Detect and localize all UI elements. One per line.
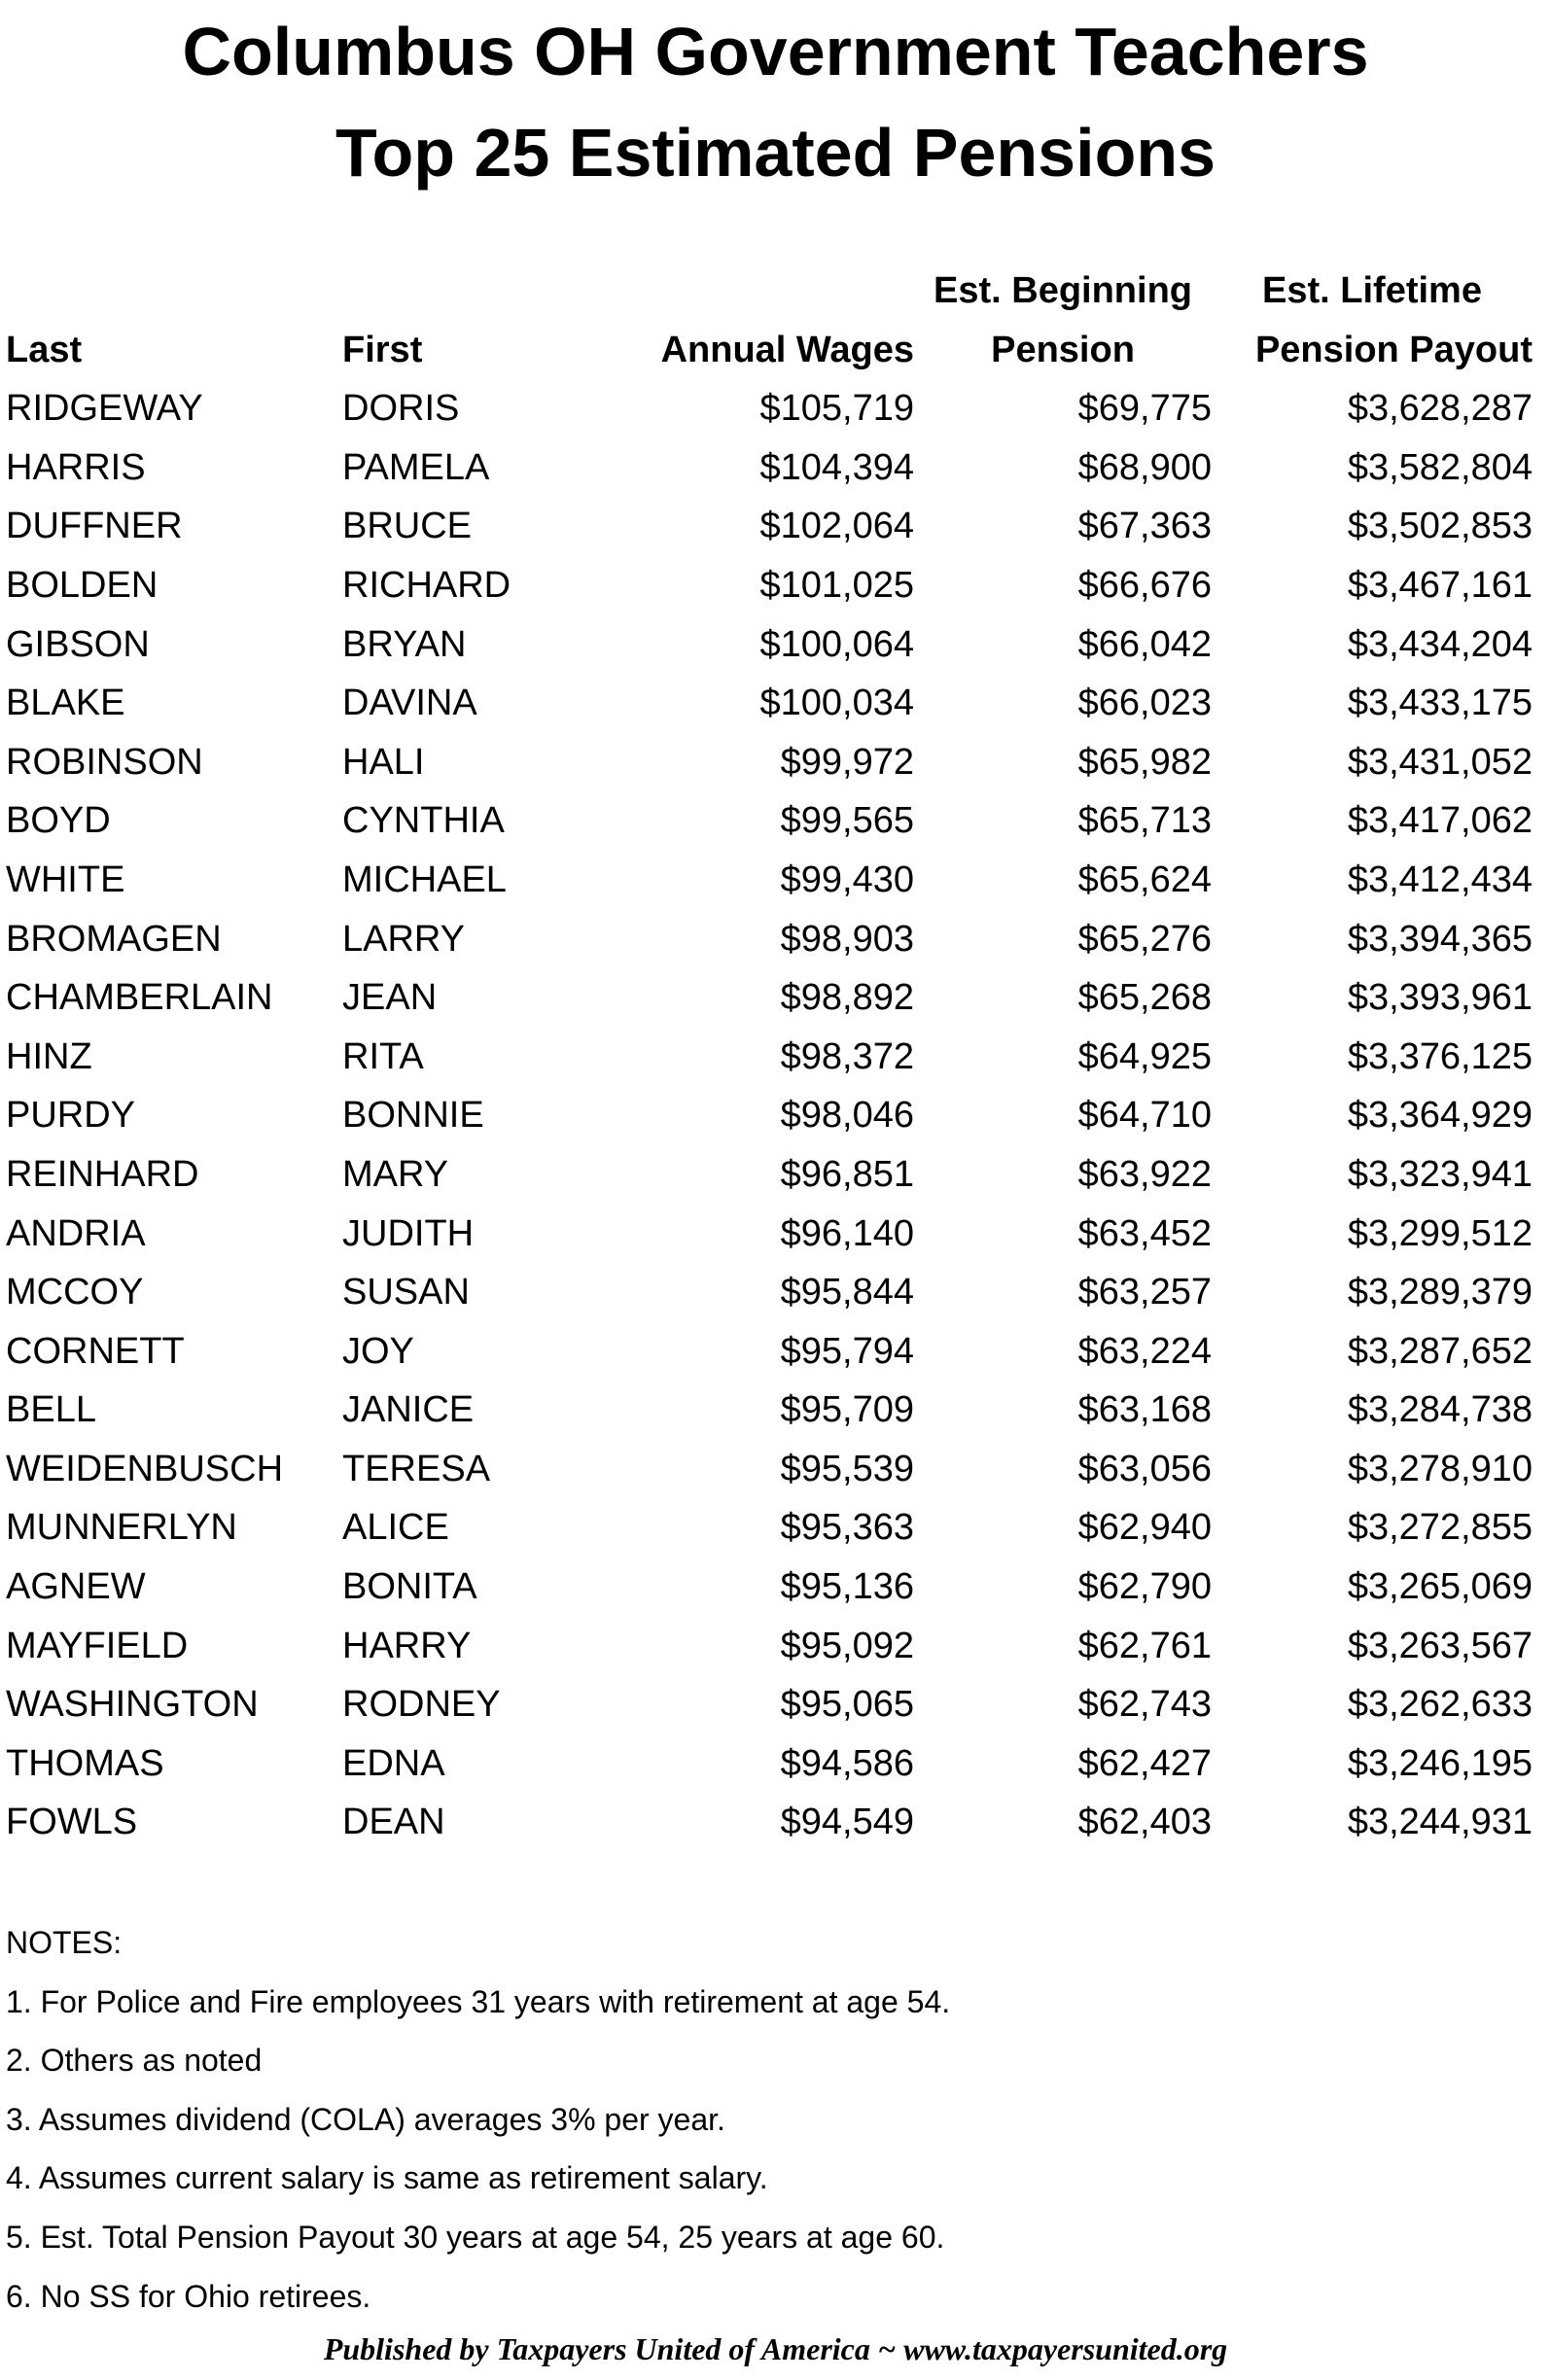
cell-annual-wages: $99,430 xyxy=(780,858,914,900)
cell-lifetime-payout: $3,289,379 xyxy=(1347,1272,1533,1313)
cell-first-name: LARRY xyxy=(342,918,466,960)
header-empty xyxy=(634,262,914,321)
cell-beginning-pension: $68,900 xyxy=(1077,446,1212,488)
cell-last-name: HINZ xyxy=(6,1035,92,1077)
cell-annual-wages: $102,064 xyxy=(759,506,914,547)
cell-annual-wages: $99,972 xyxy=(780,741,914,783)
note-line: 1. For Police and Fire employees 31 years with retirement at age 54. xyxy=(6,1983,951,2019)
cell-lifetime-payout: $3,434,204 xyxy=(1347,623,1533,665)
table-row xyxy=(6,968,1533,1028)
cell-beginning-pension: $62,790 xyxy=(1077,1566,1212,1608)
table-row xyxy=(6,1440,1533,1499)
cell-beginning-pension: $63,168 xyxy=(1077,1389,1212,1431)
cell-lifetime-payout: $3,246,195 xyxy=(1347,1742,1533,1784)
pension-table xyxy=(6,262,1533,1852)
cell-first-name: HALI xyxy=(342,741,425,783)
cell-first-name: DORIS xyxy=(342,388,460,430)
cell-beginning-pension: $65,624 xyxy=(1077,858,1212,900)
cell-beginning-pension: $63,452 xyxy=(1077,1212,1212,1254)
cell-annual-wages: $99,565 xyxy=(780,800,914,842)
cell-lifetime-payout: $3,628,287 xyxy=(1347,388,1533,430)
cell-beginning-pension: $67,363 xyxy=(1077,506,1212,547)
cell-last-name: ROBINSON xyxy=(6,741,203,783)
cell-lifetime-payout: $3,278,910 xyxy=(1347,1448,1533,1489)
cell-lifetime-payout: $3,582,804 xyxy=(1347,446,1533,488)
cell-annual-wages: $95,709 xyxy=(780,1389,914,1431)
cell-first-name: RITA xyxy=(342,1035,424,1077)
cell-lifetime-payout: $3,262,633 xyxy=(1347,1684,1533,1726)
cell-annual-wages: $96,851 xyxy=(780,1153,914,1195)
cell-last-name: CHAMBERLAIN xyxy=(6,977,273,1019)
table-row xyxy=(6,1205,1533,1264)
cell-annual-wages: $104,394 xyxy=(759,446,914,488)
cell-last-name: CORNETT xyxy=(6,1330,185,1372)
cell-beginning-pension: $62,743 xyxy=(1077,1684,1212,1726)
cell-beginning-pension: $65,713 xyxy=(1077,800,1212,842)
table-row xyxy=(6,1793,1533,1852)
cell-annual-wages: $100,064 xyxy=(759,623,914,665)
table-row xyxy=(6,1558,1533,1617)
cell-last-name: BLAKE xyxy=(6,682,125,724)
cell-first-name: MICHAEL xyxy=(342,858,507,900)
cell-lifetime-payout: $3,394,365 xyxy=(1347,918,1533,960)
cell-annual-wages: $98,903 xyxy=(780,918,914,960)
note-line: 6. No SS for Ohio retirees. xyxy=(6,2278,371,2314)
table-row xyxy=(6,791,1533,851)
cell-lifetime-payout: $3,287,652 xyxy=(1347,1330,1533,1372)
header-lifetime-line2: Pension Payout xyxy=(1254,329,1533,370)
cell-lifetime-payout: $3,417,062 xyxy=(1347,800,1533,842)
note-line: 3. Assumes dividend (COLA) averages 3% per year. xyxy=(6,2101,725,2137)
table-header xyxy=(6,262,1533,379)
cell-annual-wages: $105,719 xyxy=(759,388,914,430)
cell-lifetime-payout: $3,364,929 xyxy=(1347,1095,1533,1137)
table-row xyxy=(6,1028,1533,1087)
cell-last-name: THOMAS xyxy=(6,1742,164,1784)
table-row xyxy=(6,1086,1533,1145)
header-row-bottom xyxy=(6,321,1533,380)
cell-first-name: SUSAN xyxy=(342,1272,470,1313)
cell-last-name: BELL xyxy=(6,1389,96,1431)
table-row xyxy=(6,497,1533,556)
cell-beginning-pension: $63,224 xyxy=(1077,1330,1212,1372)
cell-last-name: BROMAGEN xyxy=(6,918,222,960)
cell-annual-wages: $96,140 xyxy=(780,1212,914,1254)
table-row xyxy=(6,851,1533,910)
cell-lifetime-payout: $3,284,738 xyxy=(1347,1389,1533,1431)
header-lifetime-line1: Est. Lifetime xyxy=(1262,270,1482,311)
cell-beginning-pension: $62,761 xyxy=(1077,1625,1212,1666)
page-subtitle: Top 25 Estimated Pensions xyxy=(335,115,1216,191)
cell-last-name: DUFFNER xyxy=(6,506,183,547)
cell-lifetime-payout: $3,502,853 xyxy=(1347,506,1533,547)
table-row xyxy=(6,1675,1533,1734)
cell-first-name: HARRY xyxy=(342,1625,472,1666)
cell-lifetime-payout: $3,431,052 xyxy=(1347,741,1533,783)
cell-last-name: RIDGEWAY xyxy=(6,388,203,430)
cell-first-name: DAVINA xyxy=(342,682,477,724)
cell-annual-wages: $101,025 xyxy=(759,564,914,606)
cell-lifetime-payout: $3,263,567 xyxy=(1347,1625,1533,1666)
cell-first-name: CYNTHIA xyxy=(342,800,505,842)
cell-first-name: RODNEY xyxy=(342,1684,501,1726)
table-row xyxy=(6,733,1533,792)
cell-annual-wages: $95,844 xyxy=(780,1272,914,1313)
page-title: Columbus OH Government Teachers xyxy=(182,14,1369,89)
cell-first-name: BONITA xyxy=(342,1566,477,1608)
cell-last-name: REINHARD xyxy=(6,1153,199,1195)
cell-last-name: PURDY xyxy=(6,1095,136,1137)
table-row xyxy=(6,1145,1533,1205)
cell-beginning-pension: $66,042 xyxy=(1077,623,1212,665)
table-row xyxy=(6,438,1533,498)
cell-last-name: MAYFIELD xyxy=(6,1625,189,1666)
cell-annual-wages: $94,586 xyxy=(780,1742,914,1784)
cell-first-name: DEAN xyxy=(342,1802,445,1843)
cell-lifetime-payout: $3,272,855 xyxy=(1347,1507,1533,1549)
cell-annual-wages: $100,034 xyxy=(759,682,914,724)
cell-beginning-pension: $66,023 xyxy=(1077,682,1212,724)
cell-annual-wages: $95,539 xyxy=(780,1448,914,1489)
table-row xyxy=(6,556,1533,615)
cell-annual-wages: $98,892 xyxy=(780,977,914,1019)
cell-last-name: ANDRIA xyxy=(6,1212,146,1254)
cell-beginning-pension: $62,403 xyxy=(1077,1802,1212,1843)
cell-last-name: MUNNERLYN xyxy=(6,1507,237,1549)
cell-lifetime-payout: $3,244,931 xyxy=(1347,1802,1533,1843)
cell-last-name: MCCOY xyxy=(6,1272,144,1313)
cell-annual-wages: $95,136 xyxy=(780,1566,914,1608)
table-row xyxy=(6,1498,1533,1558)
cell-first-name: JANICE xyxy=(342,1389,475,1431)
footer-credit: Published by Taxpayers United of America ~ www.taxpayersunited.org xyxy=(323,2331,1228,2366)
cell-first-name: EDNA xyxy=(342,1742,445,1784)
cell-first-name: BONNIE xyxy=(342,1095,484,1137)
cell-first-name: RICHARD xyxy=(342,564,511,606)
header-empty xyxy=(6,262,342,321)
cell-beginning-pension: $65,982 xyxy=(1077,741,1212,783)
cell-first-name: MARY xyxy=(342,1153,449,1195)
header-begin-line1: Est. Beginning xyxy=(934,270,1192,311)
cell-first-name: BRYAN xyxy=(342,623,467,665)
table-row xyxy=(6,615,1533,675)
cell-last-name: HARRIS xyxy=(6,446,146,488)
cell-first-name: JUDITH xyxy=(342,1212,475,1254)
cell-first-name: JOY xyxy=(342,1330,414,1372)
cell-beginning-pension: $63,257 xyxy=(1077,1272,1212,1313)
table-row xyxy=(6,1322,1533,1382)
cell-annual-wages: $95,794 xyxy=(780,1330,914,1372)
table-row xyxy=(6,379,1533,438)
cell-first-name: ALICE xyxy=(342,1507,449,1549)
table-row xyxy=(6,1617,1533,1676)
cell-last-name: WASHINGTON xyxy=(6,1684,259,1726)
cell-lifetime-payout: $3,433,175 xyxy=(1347,682,1533,724)
cell-lifetime-payout: $3,376,125 xyxy=(1347,1035,1533,1077)
cell-last-name: WEIDENBUSCH xyxy=(6,1448,284,1489)
cell-beginning-pension: $65,268 xyxy=(1077,977,1212,1019)
cell-beginning-pension: $66,676 xyxy=(1077,564,1212,606)
cell-beginning-pension: $64,925 xyxy=(1077,1035,1212,1077)
cell-first-name: JEAN xyxy=(342,977,438,1019)
cell-beginning-pension: $64,710 xyxy=(1077,1095,1212,1137)
cell-lifetime-payout: $3,299,512 xyxy=(1347,1212,1533,1254)
note-line: 5. Est. Total Pension Payout 30 years at age 54, 25 years at age 60. xyxy=(6,2219,945,2255)
cell-last-name: BOYD xyxy=(6,800,111,842)
cell-last-name: AGNEW xyxy=(6,1566,146,1608)
cell-last-name: WHITE xyxy=(6,858,125,900)
header-first: First xyxy=(342,329,423,370)
table-body xyxy=(6,379,1533,1852)
notes-section xyxy=(6,1913,950,2326)
cell-first-name: PAMELA xyxy=(342,446,490,488)
table-row xyxy=(6,1263,1533,1322)
cell-beginning-pension: $63,922 xyxy=(1077,1153,1212,1195)
cell-annual-wages: $95,363 xyxy=(780,1507,914,1549)
header-annual-wages: Annual Wages xyxy=(660,329,914,370)
note-line: 4. Assumes current salary is same as retirement salary. xyxy=(6,2160,768,2196)
cell-last-name: FOWLS xyxy=(6,1802,138,1843)
cell-annual-wages: $98,046 xyxy=(780,1095,914,1137)
notes-heading: NOTES: xyxy=(6,1925,123,1960)
table-row xyxy=(6,674,1533,733)
note-line: 2. Others as noted xyxy=(6,2043,263,2079)
cell-last-name: BOLDEN xyxy=(6,564,159,606)
cell-annual-wages: $98,372 xyxy=(780,1035,914,1077)
cell-beginning-pension: $63,056 xyxy=(1077,1448,1212,1489)
table-row xyxy=(6,910,1533,969)
cell-lifetime-payout: $3,323,941 xyxy=(1347,1153,1533,1195)
header-empty xyxy=(342,262,634,321)
table-row xyxy=(6,1734,1533,1794)
cell-annual-wages: $95,065 xyxy=(780,1684,914,1726)
cell-lifetime-payout: $3,265,069 xyxy=(1347,1566,1533,1608)
header-begin-line2: Pension xyxy=(991,329,1135,370)
cell-beginning-pension: $62,427 xyxy=(1077,1742,1212,1784)
table-row xyxy=(6,1381,1533,1440)
cell-last-name: GIBSON xyxy=(6,623,150,665)
cell-beginning-pension: $62,940 xyxy=(1077,1507,1212,1549)
header-last: Last xyxy=(6,329,83,370)
cell-beginning-pension: $65,276 xyxy=(1077,918,1212,960)
cell-annual-wages: $94,549 xyxy=(780,1802,914,1843)
cell-first-name: TERESA xyxy=(342,1448,491,1489)
cell-first-name: BRUCE xyxy=(342,506,473,547)
cell-annual-wages: $95,092 xyxy=(780,1625,914,1666)
cell-lifetime-payout: $3,412,434 xyxy=(1347,858,1533,900)
cell-lifetime-payout: $3,467,161 xyxy=(1347,564,1533,606)
cell-lifetime-payout: $3,393,961 xyxy=(1347,977,1533,1019)
header-row-top xyxy=(6,262,1533,321)
cell-beginning-pension: $69,775 xyxy=(1077,388,1212,430)
